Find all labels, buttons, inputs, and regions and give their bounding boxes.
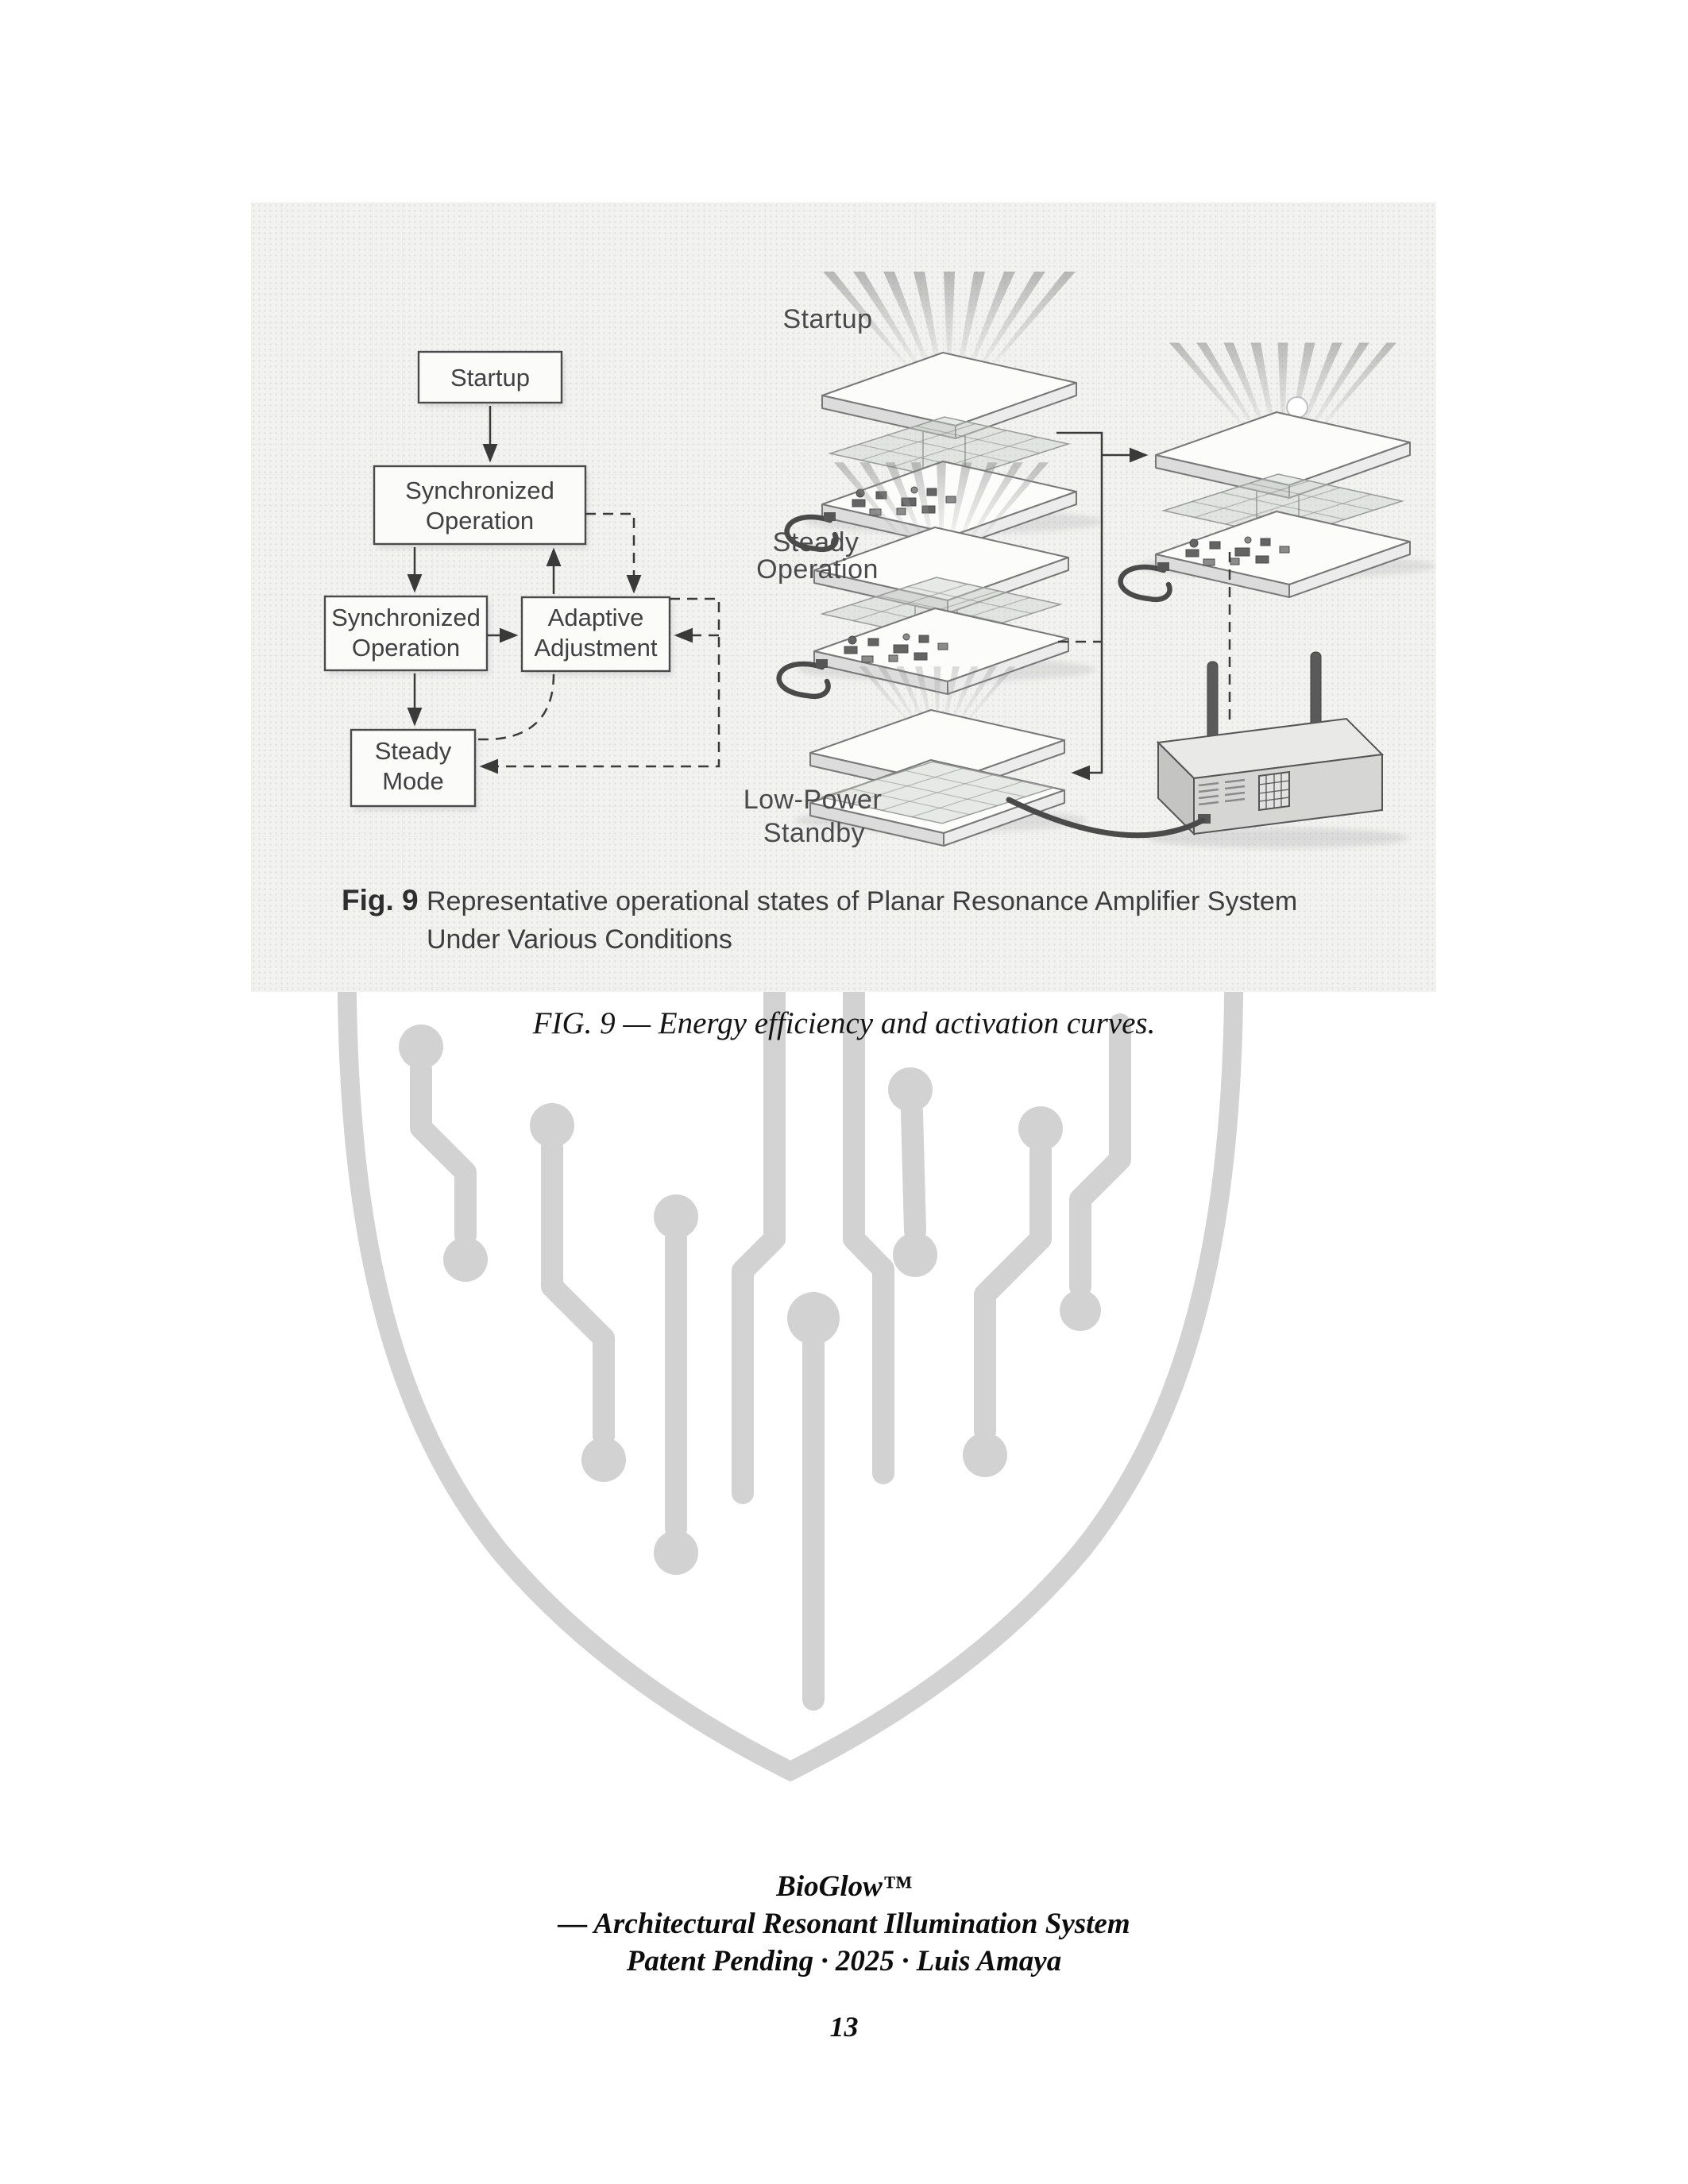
footer-meta: Patent Pending · 2025 · Luis Amaya [626,1945,1062,1978]
label-steady-state: Operation [756,554,879,585]
flow-box-label: Synchronized [331,604,481,631]
flow-box-startup-label: Startup [450,364,530,392]
label-low-power-state: Standby [763,818,866,848]
flow-box-label: Operation [351,634,461,662]
figure-9-panel [251,203,1436,992]
flowchart [325,352,719,811]
stack-remote [1121,343,1435,600]
figure-caption-tag: Fig. 9 [342,884,419,916]
figure-caption-line2: Under Various Conditions [427,924,732,955]
flow-box-label: Steady [374,737,452,765]
stack-connectors [1056,433,1230,773]
figure-italic-caption: FIG. 9 — Energy efficiency and activation curves. [532,1006,1156,1040]
flow-box-label: Synchronized [405,477,554,504]
label-low-power-state: Low-Power [743,785,883,815]
flow-box-label: Operation [425,507,535,534]
flow-box-label: Adaptive [547,604,644,631]
figure-caption [342,884,1297,955]
router-keypad-icon [1259,772,1289,810]
flow-arrows [415,406,719,766]
flow-box-label: Adjustment [534,634,658,662]
label-startup-state: Startup [782,304,873,334]
label-steady-state: Steady [772,527,859,558]
footer-brand: BioGlow™ [776,1870,912,1903]
flow-box-label: Mode [382,767,444,795]
footer-subtitle: — Architectural Resonant Illumination System [558,1908,1130,1940]
page-number: 13 [829,2011,859,2043]
page-footer [0,1868,1688,1980]
figure-diagram [251,203,1436,992]
figure-caption-line1: Representative operational states of Planar Resonance Amplifier System [427,886,1298,916]
